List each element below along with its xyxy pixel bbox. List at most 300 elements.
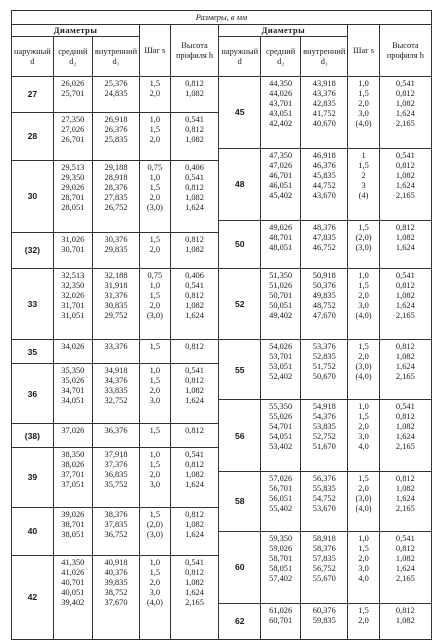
left-mean-diameter: 30,701 xyxy=(61,244,85,254)
right-profile-height: 1,082 xyxy=(395,615,415,625)
right-inner-diameter: 54,752 xyxy=(312,493,336,503)
right-pitch: 1,5 xyxy=(358,160,369,170)
right-profile-height: 1,624 xyxy=(395,300,415,310)
right-profile-height: 0,541 xyxy=(395,533,415,543)
left-profile-height-cell xyxy=(170,112,219,160)
right-profile-height: 1,082 xyxy=(395,422,415,432)
left-inner-diameter: 37,835 xyxy=(104,519,128,529)
right-outer-diameter: 50 xyxy=(219,220,261,268)
right-inner-diameter: 48,376 xyxy=(312,222,336,232)
left-mean-diameter: 37,026 xyxy=(61,426,85,436)
right-inner-diameter-cell xyxy=(301,77,348,149)
right-pitch: 1,5 xyxy=(358,543,369,553)
right-mean-diameter: 53,402 xyxy=(269,442,293,452)
right-profile-height: 1,624 xyxy=(395,362,415,372)
right-pitch: 2 xyxy=(361,170,366,180)
right-profile-height: 0,812 xyxy=(395,280,415,290)
left-profile-height: 0,541 xyxy=(185,366,204,376)
right-profile-header: Высота профиля h xyxy=(379,25,431,77)
left-inner-diameter: 32,752 xyxy=(104,396,128,406)
left-profile-height: 0,812 xyxy=(185,79,204,88)
left-mean-diameter: 34,026 xyxy=(61,342,85,352)
left-inner-diameter: 34,376 xyxy=(104,376,128,386)
left-outer-diameter: 39 xyxy=(12,448,54,508)
right-profile-height-cell xyxy=(379,220,431,268)
left-mean-diameter: 38,026 xyxy=(61,460,85,470)
right-mean-diameter: 60,701 xyxy=(269,615,293,625)
left-mean-diameter: 38,051 xyxy=(61,529,85,539)
left-pitch: 0,75 xyxy=(147,270,163,280)
left-mean-diameter: 25,701 xyxy=(61,89,85,98)
left-mean-diameter: 28,051 xyxy=(61,202,85,212)
right-inner-diameter: 43,918 xyxy=(312,79,336,88)
right-profile-height: 2,165 xyxy=(395,503,415,513)
right-pitch: 3,0 xyxy=(358,432,369,442)
right-mean-diameter: 55,350 xyxy=(269,402,293,412)
right-profile-height: 0,812 xyxy=(395,89,415,98)
right-pitch: 3,0 xyxy=(358,109,369,118)
left-pitch-header: Шаг s xyxy=(140,25,170,77)
left-profile-height: 1,082 xyxy=(185,244,204,254)
left-inner-diameter: 25,376 xyxy=(104,79,128,88)
left-mean-diameter-cell xyxy=(53,77,92,113)
left-profile-height: 1,624 xyxy=(185,480,204,490)
left-mean-diameter: 29,350 xyxy=(61,172,85,182)
left-profile-height: 1,082 xyxy=(185,519,204,529)
right-pitch: 1,0 xyxy=(358,79,369,88)
right-inner-diameter: 52,752 xyxy=(312,432,336,442)
right-pitch: 1,5 xyxy=(358,412,369,422)
left-outer-diameter: 36 xyxy=(12,364,54,424)
right-profile-height: 1,082 xyxy=(395,232,415,242)
left-mean-diameter: 37,051 xyxy=(61,480,85,490)
left-profile-height-cell xyxy=(170,232,219,268)
left-profile-height: 1,624 xyxy=(185,529,204,539)
right-mean-diameter: 58,701 xyxy=(269,553,293,563)
left-profile-height: 0,541 xyxy=(185,172,204,182)
left-pitch: 2,0 xyxy=(149,89,161,98)
right-profile-height: 1,624 xyxy=(395,180,415,190)
right-profile-height: 2,165 xyxy=(395,190,415,200)
right-profile-height: 0,541 xyxy=(395,79,415,88)
left-pitch: 1,0 xyxy=(149,172,161,182)
left-mean-diameter: 27,026 xyxy=(61,124,85,134)
left-inner-diameter: 37,918 xyxy=(104,450,128,460)
right-outer-header: наружный d xyxy=(219,37,261,77)
right-profile-height-cell xyxy=(379,400,431,472)
right-pitch-cell xyxy=(348,77,379,149)
right-mean-diameter: 48,051 xyxy=(269,242,293,252)
right-mean-diameter: 49,026 xyxy=(269,222,293,232)
table-caption: Размеры, в мм xyxy=(12,11,432,25)
right-profile-height: 0,541 xyxy=(395,402,415,412)
left-pitch: 1,5 xyxy=(149,182,161,192)
left-pitch-cell xyxy=(140,77,170,113)
right-inner-diameter: 43,376 xyxy=(312,89,336,98)
left-profile-height: 1,624 xyxy=(185,202,204,212)
right-inner-diameter: 58,918 xyxy=(312,533,336,543)
right-pitch: 1,0 xyxy=(358,533,369,543)
left-pitch: 1,5 xyxy=(149,79,161,88)
right-mean-diameter: 48,701 xyxy=(269,232,293,242)
left-mean-diameter: 40,051 xyxy=(61,587,85,597)
right-inner-diameter: 56,376 xyxy=(312,473,336,483)
right-pitch: 2,0 xyxy=(358,290,369,300)
left-mean-diameter-cell xyxy=(53,364,92,424)
right-inner-diameter: 53,376 xyxy=(312,342,336,352)
right-pitch: 2,0 xyxy=(358,99,369,108)
right-pitch: 1,0 xyxy=(358,270,369,280)
right-inner-diameter-cell xyxy=(301,340,348,400)
left-diameters-header: Диаметры xyxy=(12,25,140,37)
right-profile-height-cell xyxy=(379,268,431,340)
left-pitch: 2,0 xyxy=(149,134,161,144)
left-pitch: 1,0 xyxy=(149,114,161,124)
left-pitch: 1,0 xyxy=(149,366,161,376)
left-pitch-cell xyxy=(140,160,170,232)
left-mean-diameter-cell xyxy=(53,507,92,555)
left-mean-diameter: 35,026 xyxy=(61,376,85,386)
left-inner-diameter: 36,376 xyxy=(104,426,128,436)
left-pitch: (2,0) xyxy=(146,519,163,529)
right-mean-diameter-cell xyxy=(261,77,301,149)
left-mean-diameter: 38,701 xyxy=(61,519,85,529)
right-inner-diameter: 44,752 xyxy=(312,180,336,190)
left-pitch-cell xyxy=(140,112,170,160)
left-outer-diameter: 35 xyxy=(12,340,54,364)
left-inner-diameter: 28,918 xyxy=(104,172,128,182)
right-mean-diameter: 51,350 xyxy=(269,270,293,280)
right-pitch: (4,0) xyxy=(355,310,372,320)
right-profile-height: 1,624 xyxy=(395,242,415,252)
right-inner-diameter: 46,752 xyxy=(312,242,336,252)
left-outer-diameter: (38) xyxy=(12,424,54,448)
right-mean-diameter-cell xyxy=(261,268,301,340)
right-pitch: 1,5 xyxy=(358,605,369,615)
left-inner-diameter: 30,835 xyxy=(104,300,128,310)
left-profile-height: 1,624 xyxy=(185,310,204,320)
left-inner-diameter: 40,918 xyxy=(104,557,128,567)
right-inner-diameter: 47,835 xyxy=(312,232,336,242)
left-pitch-cell xyxy=(140,268,170,340)
right-mean-diameter: 51,026 xyxy=(269,280,293,290)
left-inner-diameter: 24,835 xyxy=(104,89,128,98)
left-outer-diameter: 30 xyxy=(12,160,54,232)
right-inner-diameter: 46,376 xyxy=(312,160,336,170)
left-mean-diameter: 41,026 xyxy=(61,567,85,577)
right-inner-diameter: 41,752 xyxy=(312,109,336,118)
left-inner-diameter: 32,188 xyxy=(104,270,128,280)
right-inner-diameter: 48,752 xyxy=(312,300,336,310)
left-profile-height-cell xyxy=(170,448,219,508)
left-pitch: 2,0 xyxy=(149,244,161,254)
right-mean-diameter: 59,350 xyxy=(269,533,293,543)
right-outer-diameter: 56 xyxy=(219,400,261,472)
left-profile-height: 1,082 xyxy=(185,89,204,98)
right-profile-height: 0,541 xyxy=(395,270,415,280)
left-profile-height: 1,082 xyxy=(185,577,204,587)
left-profile-height-cell xyxy=(170,340,219,364)
right-profile-height: 0,812 xyxy=(395,605,415,615)
left-inner-diameter: 25,835 xyxy=(104,134,128,144)
right-inner-diameter: 46,918 xyxy=(312,150,336,160)
right-inner-diameter: 53,670 xyxy=(312,503,336,513)
right-profile-height: 2,165 xyxy=(395,442,415,452)
left-inner-diameter: 37,670 xyxy=(104,597,128,607)
right-inner-diameter: 59,835 xyxy=(312,615,336,625)
left-pitch: 1,5 xyxy=(149,342,161,352)
right-pitch-cell xyxy=(348,400,379,472)
right-inner-diameter-cell xyxy=(301,400,348,472)
left-profile-height: 0,812 xyxy=(185,509,204,519)
right-profile-height: 1,082 xyxy=(395,352,415,362)
left-inner-diameter-cell xyxy=(92,555,139,639)
right-inner-diameter: 55,835 xyxy=(312,483,336,493)
right-mean-diameter-cell xyxy=(261,471,301,531)
right-inner-diameter: 54,918 xyxy=(312,402,336,412)
left-mean-diameter-cell xyxy=(53,448,92,508)
left-profile-height: 0,541 xyxy=(185,557,204,567)
right-mean-diameter: 47,026 xyxy=(269,160,293,170)
right-pitch: (4,0) xyxy=(355,372,372,382)
right-pitch-cell xyxy=(348,148,379,220)
left-mean-diameter-cell xyxy=(53,340,92,364)
right-profile-height-cell xyxy=(379,531,431,603)
right-profile-height-cell xyxy=(379,77,431,149)
left-profile-height: 0,541 xyxy=(185,280,204,290)
right-inner-header: внутренний d₁ xyxy=(301,37,348,77)
right-mean-diameter: 59,026 xyxy=(269,543,293,553)
right-inner-diameter: 42,835 xyxy=(312,99,336,108)
left-pitch: 3,0 xyxy=(149,396,161,406)
right-profile-height: 0,812 xyxy=(395,412,415,422)
right-pitch: 4,0 xyxy=(358,573,369,583)
left-pitch-cell xyxy=(140,424,170,448)
left-inner-diameter: 34,918 xyxy=(104,366,128,376)
left-mean-diameter: 27,350 xyxy=(61,114,85,124)
right-mean-diameter: 46,701 xyxy=(269,170,293,180)
left-inner-diameter-cell xyxy=(92,507,139,555)
left-inner-diameter: 26,752 xyxy=(104,202,128,212)
right-pitch: 4,0 xyxy=(358,442,369,452)
left-mean-diameter-cell xyxy=(53,268,92,340)
right-pitch: 1,0 xyxy=(358,402,369,412)
right-pitch: 1,5 xyxy=(358,280,369,290)
left-inner-diameter: 26,918 xyxy=(104,114,128,124)
left-profile-height: 0,812 xyxy=(185,567,204,577)
left-inner-diameter-cell xyxy=(92,112,139,160)
right-outer-diameter: 60 xyxy=(219,531,261,603)
right-mean-diameter-cell xyxy=(261,531,301,603)
left-inner-diameter: 26,376 xyxy=(104,124,128,134)
right-outer-diameter: 55 xyxy=(219,340,261,400)
right-mean-diameter: 61,026 xyxy=(269,605,293,615)
left-pitch-cell xyxy=(140,555,170,639)
left-pitch: 1,5 xyxy=(149,376,161,386)
right-pitch: 3 xyxy=(361,180,366,190)
right-profile-height: 0,812 xyxy=(395,222,415,232)
right-mean-diameter: 54,026 xyxy=(269,342,293,352)
left-outer-diameter: 42 xyxy=(12,555,54,639)
right-inner-diameter: 52,835 xyxy=(312,352,336,362)
right-mean-diameter: 43,701 xyxy=(269,99,293,108)
right-pitch: (4,0) xyxy=(355,503,372,513)
right-outer-diameter: 52 xyxy=(219,268,261,340)
right-inner-diameter: 55,670 xyxy=(312,573,336,583)
right-outer-diameter: 48 xyxy=(219,148,261,220)
left-pitch: 1,0 xyxy=(149,280,161,290)
left-mean-diameter: 28,701 xyxy=(61,192,85,202)
left-profile-height: 0,541 xyxy=(185,114,204,124)
left-outer-diameter: (32) xyxy=(12,232,54,268)
right-outer-diameter: 45 xyxy=(219,77,261,149)
left-profile-height: 1,082 xyxy=(185,134,204,144)
left-pitch: (4,0) xyxy=(146,597,163,607)
left-mean-diameter: 26,026 xyxy=(61,79,85,88)
left-inner-diameter: 36,835 xyxy=(104,470,128,480)
left-profile-height: 0,812 xyxy=(185,460,204,470)
right-pitch: (4,0) xyxy=(355,119,372,128)
left-profile-height: 0,812 xyxy=(185,426,204,436)
right-inner-diameter-cell xyxy=(301,471,348,531)
left-mean-diameter: 31,701 xyxy=(61,300,85,310)
right-profile-height: 2,165 xyxy=(395,119,415,128)
right-profile-height: 2,165 xyxy=(395,310,415,320)
right-pitch: 1 xyxy=(361,150,366,160)
right-pitch: 2,0 xyxy=(358,553,369,563)
right-mean-diameter: 45,402 xyxy=(269,190,293,200)
right-mean-diameter-cell xyxy=(261,220,301,268)
right-mean-diameter: 49,402 xyxy=(269,310,293,320)
left-pitch-cell xyxy=(140,340,170,364)
right-pitch: 1,5 xyxy=(358,222,369,232)
left-profile-height: 0,812 xyxy=(185,290,204,300)
right-inner-diameter: 54,376 xyxy=(312,412,336,422)
left-mean-diameter: 32,026 xyxy=(61,290,85,300)
right-mean-diameter: 54,701 xyxy=(269,422,293,432)
left-mean-diameter: 40,701 xyxy=(61,577,85,587)
left-pitch: 1,5 xyxy=(149,234,161,244)
right-inner-diameter: 50,670 xyxy=(312,372,336,382)
right-profile-height: 2,165 xyxy=(395,372,415,382)
right-pitch: (3,0) xyxy=(355,362,372,372)
left-profile-height-cell xyxy=(170,424,219,448)
left-pitch: 1,5 xyxy=(149,460,161,470)
right-pitch: 2,0 xyxy=(358,352,369,362)
right-profile-height: 1,624 xyxy=(395,493,415,503)
right-inner-diameter: 40,670 xyxy=(312,119,336,128)
left-profile-height: 2,165 xyxy=(185,597,204,607)
right-inner-diameter: 60,376 xyxy=(312,605,336,615)
right-mean-diameter: 54,051 xyxy=(269,432,293,442)
left-profile-height-cell xyxy=(170,160,219,232)
right-profile-height: 1,082 xyxy=(395,483,415,493)
right-mean-header: средний d₂ xyxy=(261,37,301,77)
right-profile-height: 0,812 xyxy=(395,473,415,483)
right-inner-diameter: 45,835 xyxy=(312,170,336,180)
right-inner-diameter: 50,918 xyxy=(312,270,336,280)
left-pitch-cell xyxy=(140,448,170,508)
right-mean-diameter: 52,402 xyxy=(269,372,293,382)
right-mean-diameter: 55,402 xyxy=(269,503,293,513)
left-mean-diameter-cell xyxy=(53,555,92,639)
left-mean-diameter: 32,513 xyxy=(61,270,85,280)
left-inner-diameter: 33,835 xyxy=(104,386,128,396)
left-inner-diameter-cell xyxy=(92,77,139,113)
left-mean-diameter: 39,026 xyxy=(61,509,85,519)
left-inner-diameter-cell xyxy=(92,340,139,364)
left-profile-height: 0,406 xyxy=(185,270,204,280)
right-profile-height: 0,541 xyxy=(395,150,415,160)
left-inner-diameter-cell xyxy=(92,232,139,268)
right-pitch: 3,0 xyxy=(358,300,369,310)
left-pitch: 1,5 xyxy=(149,567,161,577)
left-inner-diameter: 27,835 xyxy=(104,192,128,202)
right-mean-diameter-cell xyxy=(261,340,301,400)
left-pitch: (3,0) xyxy=(146,202,163,212)
right-mean-diameter: 42,402 xyxy=(269,119,293,128)
left-pitch: 2,0 xyxy=(149,300,161,310)
right-mean-diameter: 50,051 xyxy=(269,300,293,310)
left-profile-height-cell xyxy=(170,268,219,340)
left-mean-diameter: 37,701 xyxy=(61,470,85,480)
left-profile-height: 1,082 xyxy=(185,470,204,480)
left-profile-height: 0,812 xyxy=(185,342,204,352)
right-profile-height: 2,165 xyxy=(395,573,415,583)
right-inner-diameter: 57,835 xyxy=(312,553,336,563)
right-mean-diameter: 53,051 xyxy=(269,362,293,372)
right-inner-diameter: 58,376 xyxy=(312,543,336,553)
right-mean-diameter-cell xyxy=(261,148,301,220)
thread-dimensions-table xyxy=(11,10,432,640)
left-pitch: 3,0 xyxy=(149,480,161,490)
left-inner-diameter: 38,376 xyxy=(104,509,128,519)
right-mean-diameter: 43,051 xyxy=(269,109,293,118)
right-inner-diameter-cell xyxy=(301,603,348,639)
left-outer-diameter: 27 xyxy=(12,77,54,113)
left-mean-diameter: 39,402 xyxy=(61,597,85,607)
left-inner-diameter: 29,835 xyxy=(104,244,128,254)
left-outer-diameter: 40 xyxy=(12,507,54,555)
left-pitch: 0,75 xyxy=(147,162,163,172)
left-inner-diameter: 31,918 xyxy=(104,280,128,290)
right-mean-diameter: 56,051 xyxy=(269,493,293,503)
left-inner-diameter: 29,188 xyxy=(104,162,128,172)
right-inner-diameter: 53,835 xyxy=(312,422,336,432)
left-pitch: (3,0) xyxy=(146,529,163,539)
right-mean-diameter: 50,701 xyxy=(269,290,293,300)
left-mean-diameter-cell xyxy=(53,112,92,160)
left-inner-diameter: 30,376 xyxy=(104,234,128,244)
left-profile-height: 0,812 xyxy=(185,376,204,386)
right-pitch: 1,5 xyxy=(358,89,369,98)
right-profile-height: 0,812 xyxy=(395,160,415,170)
left-profile-height: 0,541 xyxy=(185,450,204,460)
right-pitch: 2,0 xyxy=(358,422,369,432)
right-pitch: 1,5 xyxy=(358,473,369,483)
left-inner-diameter: 28,376 xyxy=(104,182,128,192)
left-inner-diameter: 29,752 xyxy=(104,310,128,320)
left-mean-diameter: 29,513 xyxy=(61,162,85,172)
left-inner-diameter-cell xyxy=(92,364,139,424)
left-profile-height: 1,082 xyxy=(185,300,204,310)
right-mean-diameter: 53,701 xyxy=(269,352,293,362)
left-mean-header: средний d₂ xyxy=(53,37,92,77)
right-inner-diameter-cell xyxy=(301,220,348,268)
right-pitch-cell xyxy=(348,268,379,340)
right-mean-diameter: 57,402 xyxy=(269,573,293,583)
right-pitch-cell xyxy=(348,471,379,531)
